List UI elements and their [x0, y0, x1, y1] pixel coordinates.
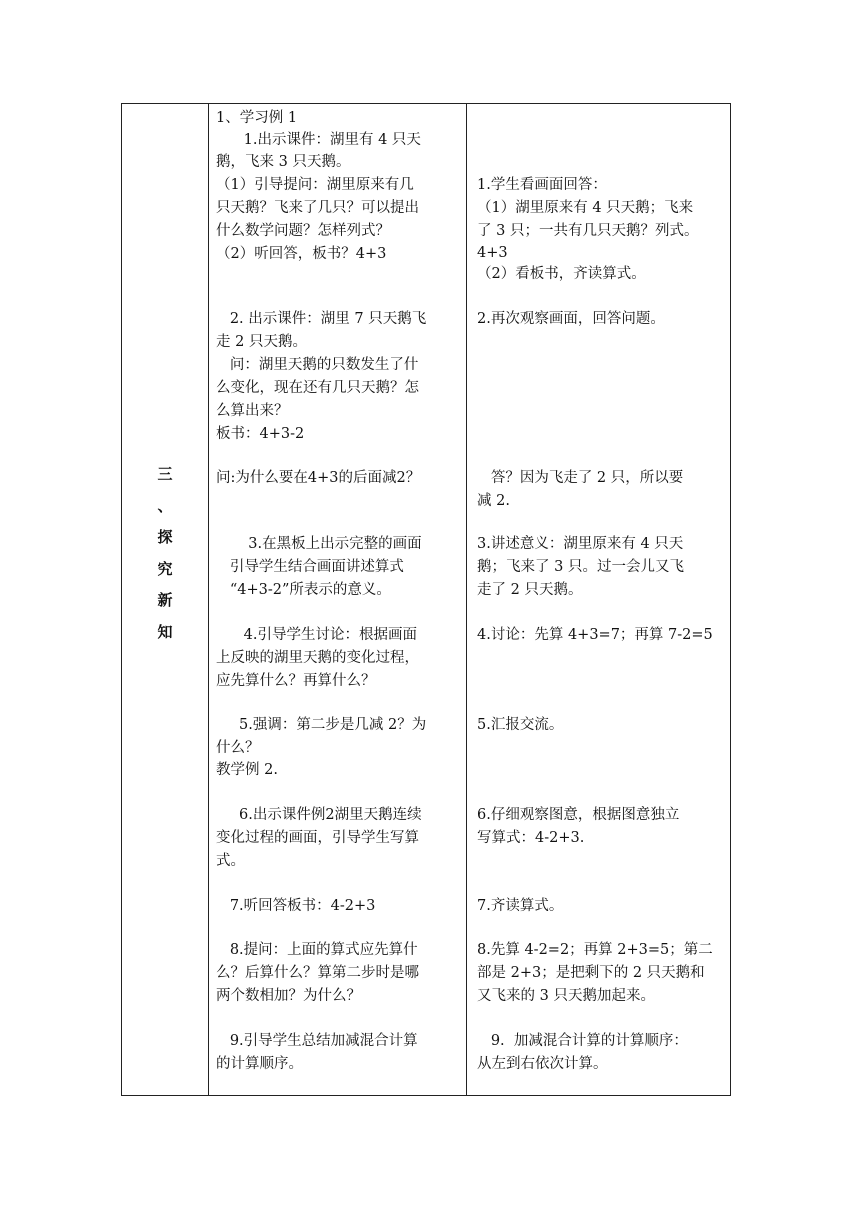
teacher-text-line: 5.强调：第二步是几减 2？为 [216, 717, 427, 733]
column-divider [208, 104, 209, 1095]
teacher-text-line: 板书：4+3-2 [216, 426, 305, 442]
student-text-line: 鹅；飞来了 3 只。过一会儿又飞 [477, 559, 684, 575]
teacher-text-line: 4.引导学生讨论：根据画面 [216, 627, 417, 643]
student-text-line: 6.仔细观察图意，根据图意独立 [477, 807, 680, 823]
student-text-line: 走了 2 只天鹅。 [477, 582, 583, 598]
student-text-line: 9. 加减混合计算的计算顺序： [477, 1033, 688, 1049]
teacher-text-line: 什么数学问题？怎样列式？ [216, 223, 390, 239]
student-text-line: 减 2. [477, 493, 510, 509]
teacher-text-line: 的计算顺序。 [216, 1056, 303, 1072]
teacher-text-line: 3.在黑板上出示完整的画面 [216, 536, 422, 552]
teacher-text-line: 2. 出示课件：湖里 7 只天鹅飞 [216, 311, 427, 327]
column-divider [466, 104, 467, 1095]
student-text-line: 写算式：4-2+3. [477, 830, 585, 846]
teacher-text-line: 鹅，飞来 3 只天鹅。 [216, 154, 351, 170]
student-text-line: 了 3 只；一共有几只天鹅？列式。 [477, 223, 699, 239]
student-text-line: 从左到右依次计算。 [477, 1056, 608, 1072]
teacher-text-line: 问:为什么要在4+3的后面减2？ [216, 470, 421, 486]
teacher-text-line: 只天鹅？飞来了几只？可以提出 [216, 200, 419, 216]
teacher-text-line: 么？后算什么？算第二步时是哪 [216, 965, 419, 981]
section-heading: 三 、 探 究 新 知 [157, 465, 173, 641]
student-text-line: 8.先算 4-2=2；再算 2+3=5；第二 [477, 942, 713, 958]
student-text-line: 3.讲述意义：湖里原来有 4 只天 [477, 536, 684, 552]
student-text-line: 2.再次观察画面，回答问题。 [477, 311, 665, 327]
teacher-text-line: 么算出来？ [216, 403, 289, 419]
student-text-line: 5.汇报交流。 [477, 717, 564, 733]
teacher-text-line: 6.出示课件例2湖里天鹅连续 [216, 807, 422, 823]
teacher-text-line: 引导学生结合画面讲述算式 [216, 559, 404, 575]
student-text-line: 4.讨论：先算 4+3=7；再算 7-2=5 [477, 627, 713, 643]
teacher-text-line: 应先算什么？再算什么？ [216, 673, 376, 689]
student-text-line: 又飞来的 3 只天鹅加起来。 [477, 988, 655, 1004]
teacher-text-line: 变化过程的画面，引导学生写算 [216, 830, 419, 846]
student-text-line: 4+3 [477, 245, 508, 261]
teacher-text-line: 上反映的湖里天鹅的变化过程， [216, 650, 419, 666]
student-text-line: 1.学生看画面回答： [477, 177, 607, 193]
student-text-line: 部是 2+3；是把剩下的 2 只天鹅和 [477, 965, 705, 981]
teacher-text-line: “4+3-2”所表示的意义。 [216, 582, 391, 598]
teacher-text-line: 问：湖里天鹅的只数发生了什 [216, 357, 419, 373]
teacher-text-line: 8.提问：上面的算式应先算什 [216, 942, 418, 958]
teacher-text-line: 走 2 只天鹅。 [216, 334, 307, 350]
teacher-text-line: （1）引导提问：湖里原来有几 [216, 177, 414, 193]
teacher-text-line: 1.出示课件：湖里有 4 只天 [216, 132, 421, 148]
teacher-text-line: 两个数相加？为什么？ [216, 988, 361, 1004]
lesson-table [121, 103, 731, 1096]
teacher-text-line: 9.引导学生总结加减混合计算 [216, 1033, 418, 1049]
student-text-line: （2）看板书，齐读算式。 [477, 266, 646, 282]
teacher-text-line: 7.听回答板书：4-2+3 [216, 898, 376, 914]
teacher-text-line: 教学例 2. [216, 762, 278, 778]
teacher-text-line: 什么？ [216, 740, 260, 756]
student-text-line: 7.齐读算式。 [477, 898, 564, 914]
teacher-text-line: 1、学习例 1 [216, 110, 298, 126]
teacher-text-line: 式。 [216, 853, 245, 869]
teacher-text-line: 么变化，现在还有几只天鹅？怎 [216, 380, 419, 396]
student-text-line: （1）湖里原来有 4 只天鹅；飞来 [477, 200, 694, 216]
teacher-text-line: （2）听回答，板书？4+3 [216, 246, 387, 262]
student-text-line: 答？因为飞走了 2 只，所以要 [477, 470, 684, 486]
